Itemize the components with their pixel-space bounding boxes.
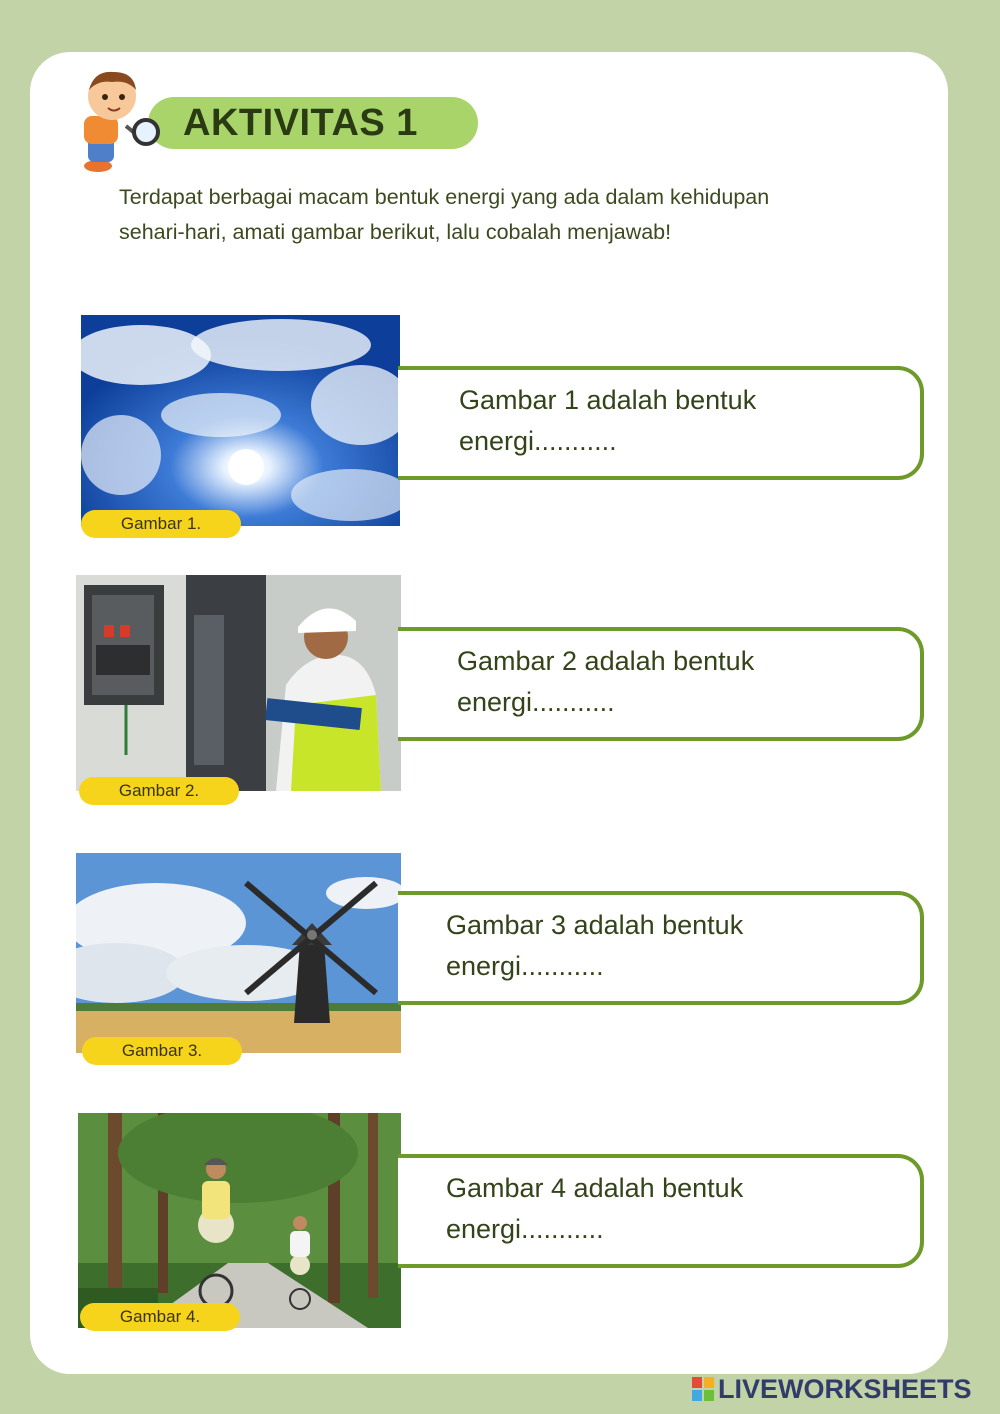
caption-4: Gambar 4. xyxy=(80,1303,240,1331)
question-2: Gambar 2 adalah bentuk energi........... xyxy=(457,646,755,717)
liveworksheets-logo-icon xyxy=(692,1377,714,1401)
caption-3: Gambar 3. xyxy=(82,1037,242,1065)
caption-1: Gambar 1. xyxy=(81,510,241,538)
brand-name: LIVEWORKSHEETS xyxy=(718,1374,972,1404)
question-4: Gambar 4 adalah bentuk energi........... xyxy=(446,1173,744,1244)
boy-magnifier-icon xyxy=(72,66,170,178)
caption-2: Gambar 2. xyxy=(79,777,239,805)
cyclists-photo xyxy=(78,1113,401,1328)
question-1: Gambar 1 adalah bentuk energi........... xyxy=(459,385,757,456)
question-3: Gambar 3 adalah bentuk energi........... xyxy=(446,910,744,981)
sun-sky-photo xyxy=(81,315,400,526)
intro-text: Terdapat berbagai macam bentuk energi yang ada dalam kehidupan sehari-hari, amati gambar berikut, lalu cobalah menjawab! xyxy=(119,185,770,244)
page-title: AKTIVITAS 1 xyxy=(183,102,418,144)
electrician-photo xyxy=(76,575,401,791)
windmill-photo xyxy=(76,853,401,1053)
